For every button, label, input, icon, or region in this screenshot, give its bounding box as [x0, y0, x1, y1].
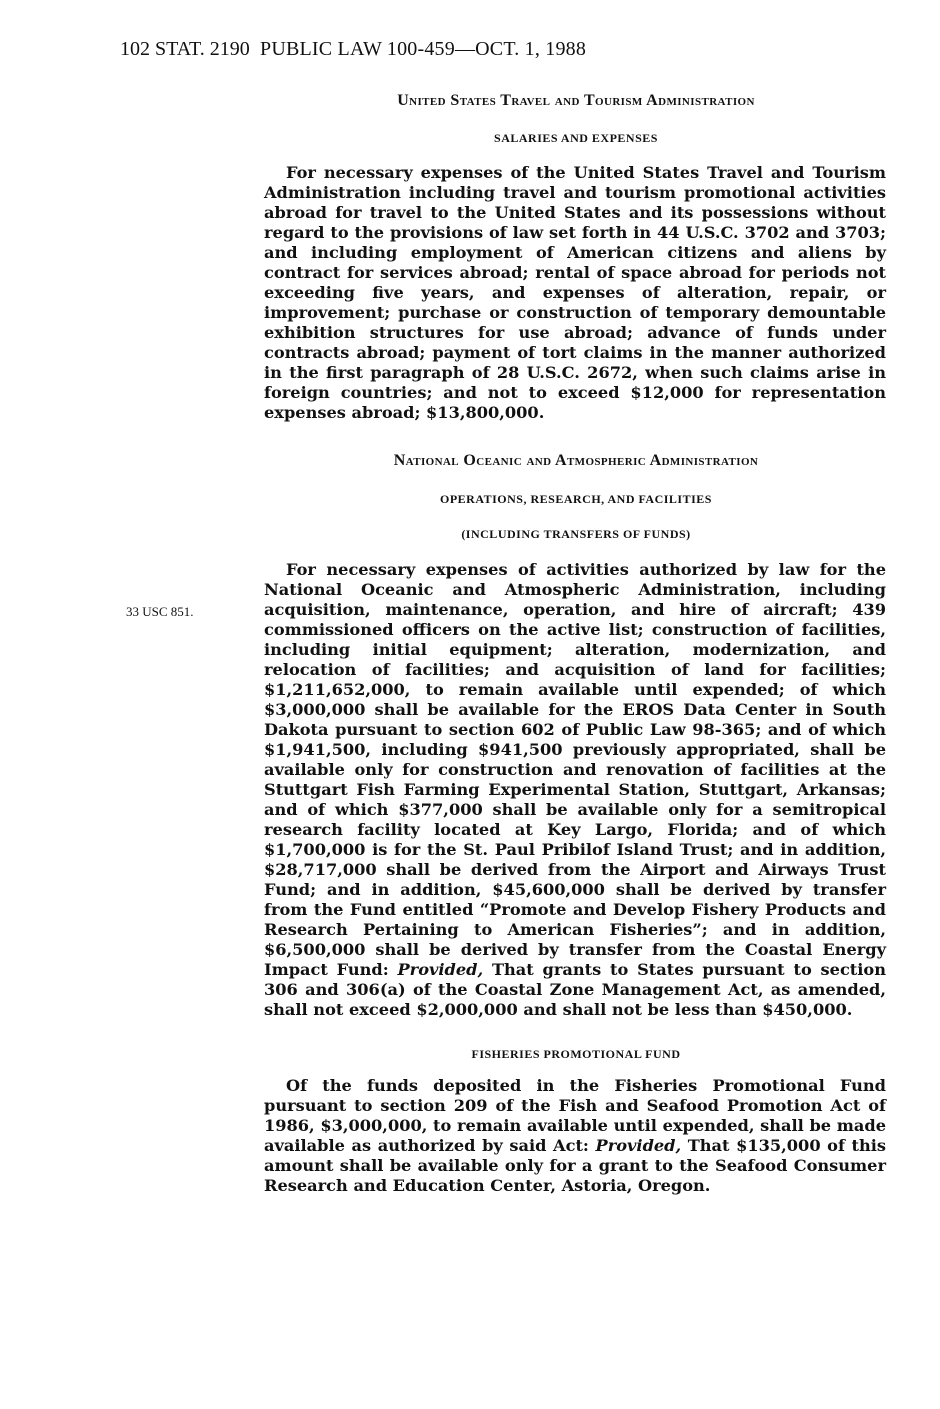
paragraph-noaa-text-2: That grants to States pursuant to section 306 and 306(a) of the Coastal Zone Management Act, as amended, shall not exceed $2,000,000 and shall not be less than $450,000. — [264, 960, 886, 1019]
subheading-transfers-of-funds: (INCLUDING TRANSFERS OF FUNDS) — [461, 527, 691, 541]
stat-page-number: 102 STAT. 2190 — [120, 38, 250, 60]
paragraph-fisheries-text-2: That $135,000 of this amount shall be available only for a grant to the Seafood Consumer Research and Education Center, Astoria, Oregon. — [264, 1136, 887, 1195]
public-law-citation: PUBLIC LAW 100-459—OCT. 1, 1988 — [260, 38, 587, 60]
paragraph-travel-tourism: For necessary expenses of the United States Travel and Tourism Administration including travel and tourism promotional activities abroad for travel to the United States and its possessions without regard to the provisions of law set forth in 44 U.S.C. 3702 and 3703; and including employment of American citizens and aliens by contract for services abroad; rental of space abroad for periods not exceeding five years, and expenses of alteration, repair, or improvement; purchase or construction of temporary demountable exhibition structures for use abroad; advance of funds under contracts abroad; payment of tort claims in the manner authorized in the first paragraph of 28 U.S.C. 2672, when such claims arise in foreign countries; and not to exceed $12,000 for representation expenses abroad; $13,800,000. — [264, 163, 886, 422]
paragraph-noaa-text-1: For necessary expenses of activities authorized by law for the National Oceanic and Atmospheric Administration, including acquisition, maintenance, operation, and hire of aircraft; 439 commissioned officers on the active list; construction of facilities, including initial equipment; alteration, modernization, and relocation of facilities; and acquisition of land for facilities; $1,211,652,000, to remain available until expended; of which $3,000,000 shall be available for the EROS Data Center in South Dakota pursuant to section 602 of Public Law 98-365; and of which $1,941,500, including $941,500 previously appropriated, shall be available only for construction and renovation of facilities at the Stuttgart Fish Farming Experimental Station, Stuttgart, Arkansas; and of which $377,000 shall be available only for a semitropical research facility located at Key Largo, Florida; and of which $1,700,000 is for the St. Paul Pribilof Island Trust; and in addition, $28,717,000 shall be derived from the Airport and Airways Trust Fund; and in addition, $45,600,000 shall be derived by transfer from the Fund entitled “Promote and Develop Fishery Products and Research Pertaining to American Fisheries”; and in addition, $6,500,000 shall be derived by transfer from the Coastal Energy Impact Fund: — [264, 560, 886, 979]
margin-note-usc: 33 USC 851. — [126, 604, 194, 619]
subheading-salaries-expenses: SALARIES AND EXPENSES — [494, 131, 658, 145]
agency-heading-noaa: National Oceanic and Atmospheric Administration — [393, 452, 759, 469]
paragraph-fisheries-text-1: Of the funds deposited in the Fisheries Promotional Fund pursuant to section 209 of the Fish and Seafood Promotion Act of 1986, $3,000,000, to remain available until expended, shall be made available as authorized by said Act: — [264, 1076, 886, 1155]
paragraph-fisheries-fund — [264, 1076, 886, 1196]
page-header — [120, 38, 880, 66]
agency-heading-travel-tourism: United States Travel and Tourism Administration — [397, 92, 755, 109]
provided-proviso-1: Provided, — [397, 960, 484, 979]
provided-proviso-2: Provided, — [595, 1136, 682, 1155]
subheading-fisheries-promotional-fund: FISHERIES PROMOTIONAL FUND — [471, 1047, 681, 1061]
subheading-operations-research: OPERATIONS, RESEARCH, AND FACILITIES — [440, 492, 712, 506]
paragraph-noaa-operations — [264, 560, 886, 1020]
